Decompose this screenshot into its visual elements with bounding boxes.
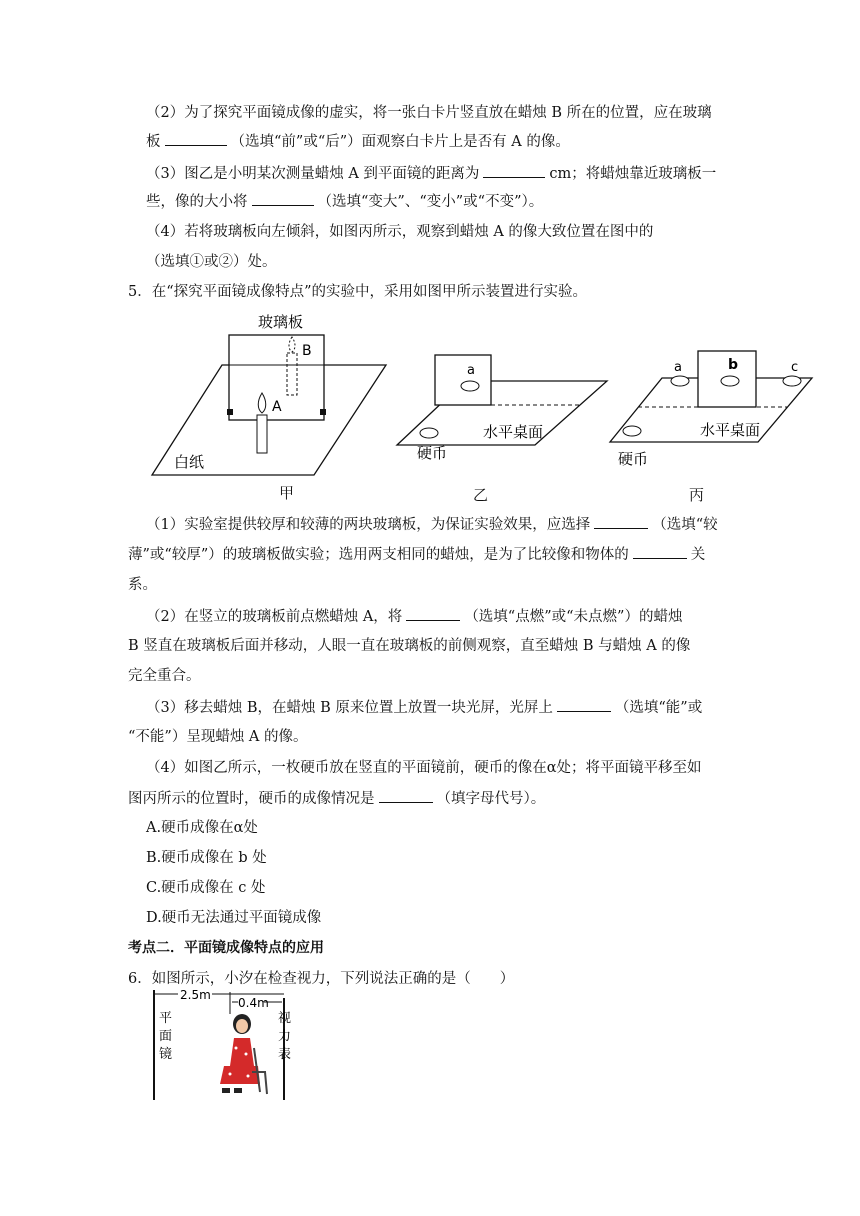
q5-p2-line3: 完全重合。 [128, 668, 201, 684]
pos-b-mark [721, 376, 739, 386]
caption-bing: 丙 [689, 486, 705, 504]
glass-label: 玻璃板 [258, 313, 304, 331]
figure-jia [150, 305, 390, 480]
q5-p4-line1: （4）如图乙所示，一枚硬币放在竖直的平面镜前，硬币的像在α处；将平面镜平移至如 [146, 760, 702, 776]
q4-p3-line1 [146, 163, 716, 184]
pos-a-label: a [467, 363, 475, 378]
pos-b-label: b [728, 357, 739, 373]
q6-stem: 6．如图所示，小汐在检查视力，下列说法正确的是（ ） [128, 971, 515, 987]
q5-p1-line2 [128, 544, 705, 565]
coin-label-bing: 硬币 [618, 450, 649, 468]
mirror-char-1: 平 [159, 1011, 173, 1026]
q5-p1-line1 [146, 514, 718, 535]
table-label-bing: 水平桌面 [700, 421, 761, 439]
q5-p4-line2 [128, 788, 545, 809]
answer-blank[interactable] [406, 606, 460, 621]
option-b: B.硬币成像在 b 处 [146, 850, 267, 866]
caption-jia: 甲 [279, 484, 295, 502]
pos-c-mark [783, 376, 801, 386]
pos-c-label: c [791, 360, 799, 375]
chart-char-2: 力 [278, 1029, 292, 1044]
q4-p3b-pre: 些，像的大小将 [146, 194, 248, 210]
figure-eye-test [150, 988, 300, 1103]
answer-blank[interactable] [594, 514, 648, 529]
q4-p3-post: cm；将蜡烛靠近玻璃板一 [549, 166, 717, 182]
figure-bing [608, 345, 818, 470]
q5-p1-pre: （1）实验室提供较厚和较薄的两块玻璃板，为保证实验效果，应选择 [146, 517, 591, 533]
mirror-char-3: 镜 [159, 1047, 173, 1062]
q4-p3-pre: （3）图乙是小明某次测量蜡烛 A 到平面镜的距离为 [146, 166, 480, 182]
q5-p4-pre: 图丙所示的位置时，硬币的成像情况是 [128, 791, 375, 807]
caption-yi: 乙 [473, 486, 489, 504]
candle-a-shape [257, 415, 267, 453]
q5-p2-line2: B 竖直在玻璃板后面并移动，人眼一直在玻璃板的前侧观察，直至蜡烛 B 与蜡烛 A 的像 [128, 638, 691, 654]
section-heading: 考点二．平面镜成像特点的应用 [128, 940, 324, 956]
q5-p1b-pre: 薄”或“较厚”）的玻璃板做实验；选用两支相同的蜡烛，是为了比较像和物体的 [128, 547, 629, 563]
figure-yi [395, 345, 615, 465]
answer-blank[interactable] [379, 788, 433, 803]
q4-p2-pre: 板 [146, 134, 161, 150]
q5-p2-pre: （2）在竖立的玻璃板前点燃蜡烛 A，将 [146, 609, 403, 625]
q5-p1-line3: 系。 [128, 577, 157, 593]
candle-b-label: B [302, 343, 312, 359]
pos-a-mark [671, 376, 689, 386]
q4-p2-post: （选填“前”或“后”）面观察白卡片上是否有 A 的像。 [230, 134, 570, 150]
q4-p3b-post: （选填“变大”、“变小”或“不变”）。 [317, 194, 544, 210]
q5-p3-post: （选填“能”或 [614, 700, 703, 716]
mirror-yi [435, 355, 491, 405]
q5-p3-pre: （3）移去蜡烛 B，在蜡烛 B 原来位置上放置一块光屏，光屏上 [146, 700, 553, 716]
option-a: A.硬币成像在α处 [146, 820, 258, 836]
q5-p3-line1 [146, 697, 702, 718]
q5-p1b-post: 关 [690, 547, 706, 563]
dist-small: 0.4m [238, 996, 269, 1010]
q4-p4-line2: （选填①或②）处。 [146, 254, 277, 270]
coin-label-yi: 硬币 [417, 444, 448, 462]
answer-blank[interactable] [557, 697, 611, 712]
q5-p4-post: （填字母代号）。 [436, 791, 546, 807]
candle-a-label: A [272, 399, 282, 415]
q4-p2-line1: （2）为了探究平面镜成像的虚实，将一张白卡片竖直放在蜡烛 B 所在的位置，应在玻璃 [146, 105, 712, 121]
table-label-yi: 水平桌面 [483, 423, 544, 441]
answer-blank[interactable] [252, 191, 314, 206]
paper-label: 白纸 [174, 453, 205, 471]
q5-stem: 5．在“探究平面镜成像特点”的实验中，采用如图甲所示装置进行实验。 [128, 284, 588, 300]
plate-stand-left [227, 409, 233, 415]
mirror-char-2: 面 [159, 1029, 173, 1044]
dist-total: 2.5m [180, 988, 211, 1002]
q4-p2-line2 [146, 131, 570, 152]
q5-p1-post: （选填“较 [652, 517, 718, 533]
coin-bing [623, 426, 641, 436]
image-position-a [461, 381, 479, 391]
option-d: D.硬币无法通过平面镜成像 [146, 910, 322, 926]
chart-char-1: 视 [278, 1011, 292, 1026]
q4-p3-line2 [146, 191, 543, 212]
q5-p2-post: （选填“点燃”或“未点燃”）的蜡烛 [464, 609, 683, 625]
coin-yi [420, 428, 438, 438]
answer-blank[interactable] [165, 131, 227, 146]
q5-p3-line2: “不能”）呈现蜡烛 A 的像。 [128, 729, 308, 745]
plate-stand-right [320, 409, 326, 415]
q5-p2-line1 [146, 606, 682, 627]
answer-blank[interactable] [633, 544, 687, 559]
answer-blank[interactable] [483, 163, 545, 178]
option-c: C.硬币成像在 c 处 [146, 880, 266, 896]
girl-on-chair-illustration [220, 1014, 267, 1094]
chart-char-3: 表 [278, 1047, 292, 1062]
pos-a-label-bing: a [674, 360, 682, 375]
q4-p4-line1: （4）若将玻璃板向左倾斜，如图丙所示，观察到蜡烛 A 的像大致位置在图中的 [146, 224, 654, 240]
